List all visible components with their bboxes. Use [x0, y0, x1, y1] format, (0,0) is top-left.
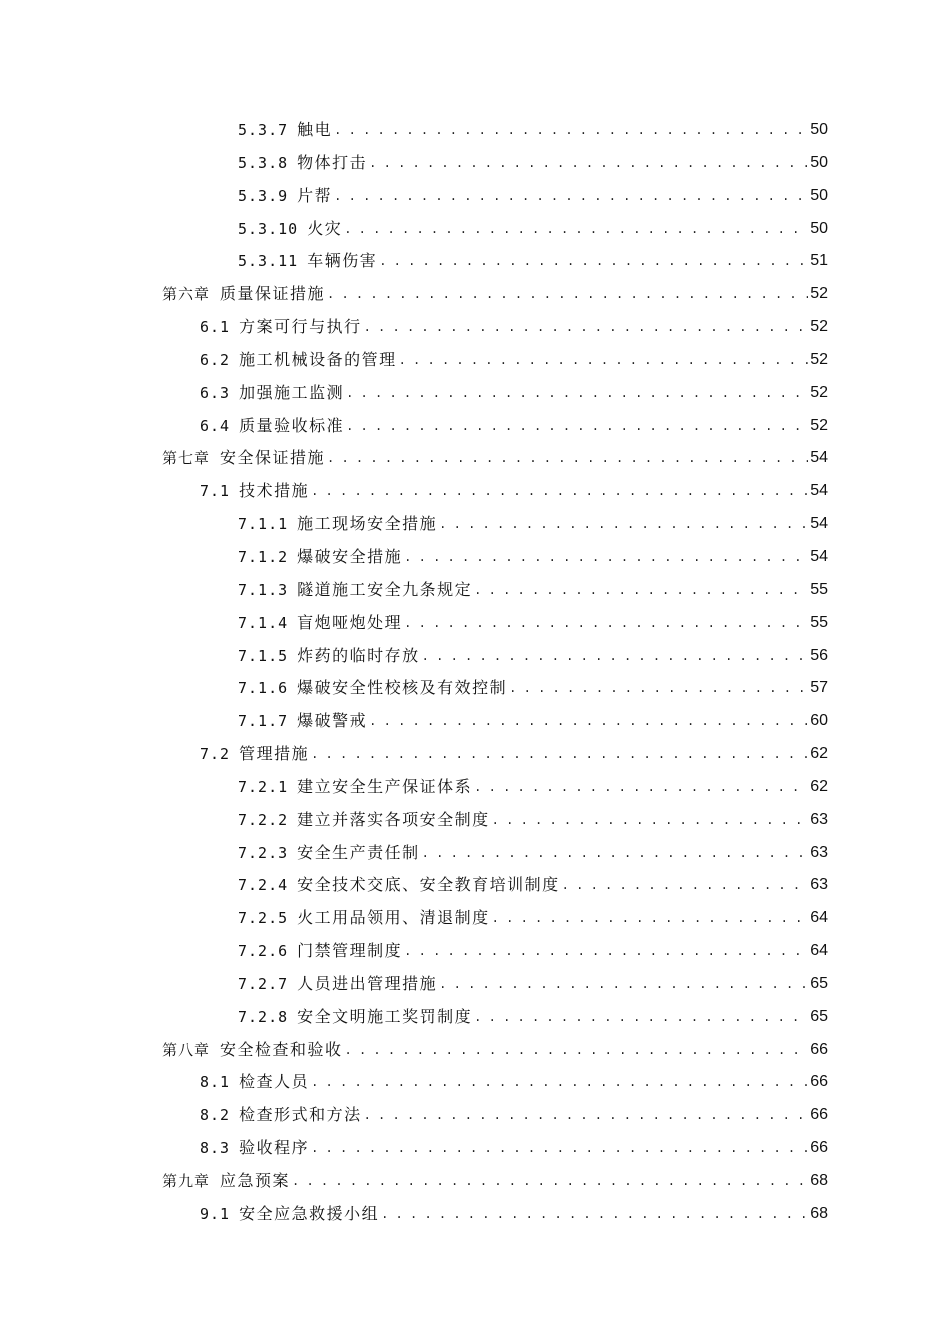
toc-entry-line: [200, 344, 828, 377]
toc-entry-number: 5.3.10: [238, 219, 299, 238]
toc-chapter-entry[interactable]: [0, 1165, 950, 1198]
toc-page-number: 52: [810, 383, 828, 401]
toc-dot-leader: [364, 311, 809, 344]
toc-entry-title: 安全保证措施: [220, 448, 326, 468]
toc-page-number: 55: [810, 613, 828, 631]
toc-entry-line: [238, 180, 828, 213]
toc-entry-number: 7.2.4: [238, 876, 289, 895]
toc-entry[interactable]: [0, 508, 950, 541]
toc-entry-number: 5.3.9: [238, 186, 289, 205]
toc-entry-line: [238, 574, 828, 607]
toc-entry-number: 7.2.8: [238, 1007, 289, 1026]
toc-entry-number: 7.1.6: [238, 679, 289, 698]
toc-entry-number: 7.2: [200, 745, 231, 764]
toc-entry-line: [200, 475, 828, 508]
toc-entry-number: 第六章: [162, 285, 211, 304]
toc-chapter-entry[interactable]: [0, 1034, 950, 1067]
toc-dot-leader: [474, 1001, 808, 1034]
toc-entry-number: 6.1: [200, 318, 231, 337]
toc-entry-number: 5.3.7: [238, 121, 289, 139]
toc-dot-leader: [404, 935, 808, 968]
toc-entry-title: 爆破警戒: [297, 711, 368, 731]
toc-dot-leader: [327, 442, 808, 475]
toc-page-number: 66: [810, 1106, 828, 1124]
toc-entry-number: 8.1: [200, 1073, 231, 1092]
toc-entry-line: [200, 410, 828, 443]
toc-entry-title: 人员进出管理措施: [297, 973, 438, 993]
toc-page-number: 65: [810, 1007, 828, 1025]
toc-page-number: 50: [810, 121, 828, 138]
toc-entry-number: 5.3.8: [238, 153, 289, 172]
toc-dot-leader: [346, 410, 808, 443]
toc-dot-leader: [439, 508, 808, 541]
toc-page-number: 56: [810, 646, 828, 664]
toc-entry-title: 爆破安全性校核及有效控制: [297, 678, 508, 698]
toc-dot-leader: [509, 672, 808, 705]
toc-entry[interactable]: [0, 1099, 950, 1132]
toc-entry[interactable]: [0, 935, 950, 968]
toc-page-number: 52: [810, 350, 828, 368]
toc-entry-title: 建立安全生产保证体系: [297, 776, 473, 796]
toc-page-number: 55: [810, 580, 828, 598]
toc-entry-number: 第九章: [162, 1172, 211, 1190]
toc-entry-title: 质量验收标准: [239, 415, 345, 435]
toc-chapter-entry[interactable]: [0, 442, 950, 475]
toc-entry[interactable]: [0, 902, 950, 935]
toc-entry-title: 检查人员: [239, 1072, 310, 1092]
toc-entry-line: [238, 968, 828, 1001]
toc-dot-leader: [404, 541, 808, 574]
toc-page-number: 54: [810, 515, 828, 533]
toc-entry-line: [238, 869, 828, 902]
toc-entry[interactable]: [0, 114, 950, 147]
toc-entry-line: [238, 508, 828, 541]
toc-entry-number: 8.2: [200, 1106, 231, 1125]
toc-entry-line: [200, 1132, 828, 1165]
toc-entry-title: 施工机械设备的管理: [239, 349, 397, 369]
toc-entry-number: 5.3.11: [238, 252, 299, 271]
toc-entry-title: 方案可行与执行: [239, 317, 362, 337]
toc-entry-line: [238, 147, 828, 180]
toc-entry-line: [238, 213, 828, 246]
toc-page-number: 50: [810, 153, 828, 171]
toc-entry-line: [238, 607, 828, 640]
toc-dot-leader: [379, 245, 808, 278]
toc-entry-number: 6.3: [200, 383, 231, 402]
toc-entry[interactable]: [0, 180, 950, 213]
toc-entry-line: [200, 1099, 828, 1132]
toc-entry-title: 火灾: [307, 218, 343, 238]
toc-entry-title: 门禁管理制度: [297, 941, 403, 961]
toc-entry-title: 安全文明施工奖罚制度: [297, 1006, 473, 1026]
toc-entry-title: 火工用品领用、清退制度: [297, 908, 490, 928]
toc-entry-line: [200, 1066, 828, 1099]
toc-entry[interactable]: [0, 574, 950, 607]
toc-dot-leader: [422, 837, 809, 870]
toc-dot-leader: [346, 377, 808, 410]
toc-entry-title: 安全生产责任制: [297, 842, 420, 862]
toc-dot-leader: [311, 1066, 808, 1099]
toc-entry-line: [238, 771, 828, 804]
toc-page-number: 54: [810, 449, 828, 467]
toc-entry-title: 质量保证措施: [220, 284, 326, 304]
toc-page-number: 64: [810, 909, 828, 927]
toc-page-number: 54: [810, 547, 828, 565]
toc-chapter-entry[interactable]: [0, 278, 950, 311]
toc-entry[interactable]: [0, 1001, 950, 1034]
toc-page-number: 66: [810, 1073, 828, 1091]
toc-page-number: 50: [810, 219, 828, 237]
toc-entry[interactable]: [0, 245, 950, 278]
toc-entry-title: 盲炮哑炮处理: [297, 612, 403, 632]
toc-entry-number: 7.1: [200, 482, 231, 501]
toc-page-number: 63: [810, 876, 828, 894]
toc-dot-leader: [474, 771, 808, 804]
toc-page-number: 63: [810, 810, 828, 828]
toc-dot-leader: [327, 278, 808, 311]
toc-dot-leader: [345, 1034, 809, 1067]
toc-dot-leader: [334, 180, 808, 213]
toc-entry-line: [238, 1001, 828, 1034]
toc-entry-title: 安全应急救援小组: [239, 1203, 380, 1223]
toc-page-number: 62: [810, 777, 828, 795]
toc-entry-line: [200, 1198, 828, 1231]
toc-entry[interactable]: [0, 738, 950, 771]
toc-entry-title: 触电: [297, 120, 333, 139]
toc-entry-title: 安全检查和验收: [220, 1039, 343, 1059]
toc-entry-number: 7.1.4: [238, 613, 289, 632]
toc-page-number: 68: [810, 1172, 828, 1189]
toc-entry-number: 7.1.3: [238, 580, 289, 599]
toc-entry[interactable]: [0, 541, 950, 574]
toc-entry-title: 炸药的临时存放: [297, 645, 420, 665]
toc-entry-line: [238, 114, 828, 147]
toc-entry-line: [238, 935, 828, 968]
toc-entry-line: [238, 672, 828, 705]
toc-dot-leader: [334, 114, 808, 147]
toc-entry-number: 7.1.1: [238, 515, 289, 534]
toc-entry-number: 7.2.5: [238, 909, 289, 928]
toc-entry-line: [162, 1165, 828, 1198]
toc-entry-title: 车辆伤害: [307, 251, 378, 271]
toc-dot-leader: [492, 804, 809, 837]
toc-dot-leader: [492, 902, 809, 935]
toc-page-number: 51: [810, 252, 828, 270]
toc-entry-line: [238, 804, 828, 837]
toc-entry-title: 建立并落实各项安全制度: [297, 809, 490, 829]
toc-dot-leader: [562, 869, 809, 902]
toc-entry-number: 7.1.5: [238, 646, 289, 665]
toc-page-number: 66: [810, 1040, 828, 1058]
toc-entry-title: 片帮: [297, 185, 333, 205]
toc-page-number: 50: [810, 186, 828, 204]
toc-entry-title: 检查形式和方法: [239, 1105, 362, 1125]
toc-page-number: 52: [810, 416, 828, 434]
toc-entry-number: 7.1.7: [238, 712, 289, 731]
toc-entry-number: 9.1: [200, 1204, 231, 1223]
toc-page-number: 64: [810, 942, 828, 960]
toc-entry[interactable]: [0, 640, 950, 673]
toc-entry-number: 7.2.7: [238, 974, 289, 993]
toc-entry-line: [238, 705, 828, 738]
toc-dot-leader: [474, 574, 808, 607]
toc-entry[interactable]: [0, 410, 950, 443]
toc-entry-line: [238, 837, 828, 870]
toc-entry-title: 物体打击: [297, 152, 368, 172]
toc-dot-leader: [439, 968, 808, 1001]
toc-entry-title: 施工现场安全措施: [297, 514, 438, 534]
toc-entry-title: 应急预案: [220, 1171, 291, 1190]
toc-dot-leader: [311, 738, 808, 771]
toc-dot-leader: [311, 475, 808, 508]
toc-entry[interactable]: [0, 475, 950, 508]
toc-entry[interactable]: [0, 837, 950, 870]
toc-entry-number: 第七章: [162, 449, 211, 468]
toc-entry-title: 技术措施: [239, 481, 310, 501]
toc-entry[interactable]: [0, 607, 950, 640]
toc-entry-number: 7.2.2: [238, 810, 289, 829]
toc-dot-leader: [369, 147, 808, 180]
toc-entry[interactable]: [0, 377, 950, 410]
toc-entry[interactable]: [0, 1198, 950, 1231]
toc-entry[interactable]: [0, 213, 950, 246]
toc-dot-leader: [364, 1099, 809, 1132]
toc-entry[interactable]: [0, 968, 950, 1001]
toc-entry[interactable]: [0, 672, 950, 705]
toc-page-number: 63: [810, 843, 828, 861]
toc-entry-title: 验收程序: [239, 1138, 310, 1158]
toc-dot-leader: [344, 213, 808, 246]
table-of-contents: [0, 114, 950, 1231]
toc-dot-leader: [311, 1132, 808, 1165]
toc-entry-number: 7.2.3: [238, 843, 289, 862]
toc-entry-line: [200, 738, 828, 771]
toc-dot-leader: [404, 607, 808, 640]
toc-entry-number: 8.3: [200, 1139, 231, 1158]
toc-entry[interactable]: [0, 771, 950, 804]
toc-entry-number: 7.2.6: [238, 942, 289, 961]
toc-dot-leader: [422, 640, 809, 673]
toc-entry-line: [200, 311, 828, 344]
toc-entry-title: 爆破安全措施: [297, 546, 403, 566]
toc-entry-number: 6.2: [200, 350, 231, 369]
toc-entry-line: [238, 640, 828, 673]
toc-entry[interactable]: [0, 1066, 950, 1099]
toc-page-number: 65: [810, 974, 828, 992]
toc-entry-line: [238, 245, 828, 278]
toc-entry-line: [162, 278, 828, 311]
toc-page-number: 52: [810, 318, 828, 336]
toc-page-number: 52: [810, 285, 828, 303]
toc-entry-title: 隧道施工安全九条规定: [297, 579, 473, 599]
toc-dot-leader: [369, 705, 808, 738]
toc-entry[interactable]: [0, 344, 950, 377]
toc-page-number: 66: [810, 1139, 828, 1157]
toc-page-number: 57: [810, 679, 828, 697]
toc-entry-number: 第八章: [162, 1040, 211, 1059]
toc-entry-number: 6.4: [200, 416, 231, 435]
toc-dot-leader: [381, 1198, 808, 1231]
toc-entry-line: [238, 902, 828, 935]
toc-entry[interactable]: [0, 869, 950, 902]
toc-page-number: 60: [810, 712, 828, 730]
toc-dot-leader: [399, 344, 809, 377]
toc-entry[interactable]: [0, 705, 950, 738]
toc-dot-leader: [292, 1165, 808, 1198]
toc-entry-title: 管理措施: [239, 744, 310, 764]
toc-entry[interactable]: [0, 804, 950, 837]
toc-entry-line: [238, 541, 828, 574]
toc-page-number: 54: [810, 482, 828, 500]
toc-page-number: 62: [810, 745, 828, 763]
toc-entry-title: 加强施工监测: [239, 382, 345, 402]
toc-page-number: 68: [810, 1204, 828, 1222]
toc-entry[interactable]: [0, 147, 950, 180]
toc-entry[interactable]: [0, 1132, 950, 1165]
toc-entry-title: 安全技术交底、安全教育培训制度: [297, 875, 560, 895]
toc-entry-number: 7.1.2: [238, 547, 289, 566]
toc-entry-number: 7.2.1: [238, 777, 289, 796]
toc-entry[interactable]: [0, 311, 950, 344]
toc-entry-line: [162, 1034, 828, 1067]
toc-entry-line: [162, 442, 828, 475]
toc-entry-line: [200, 377, 828, 410]
